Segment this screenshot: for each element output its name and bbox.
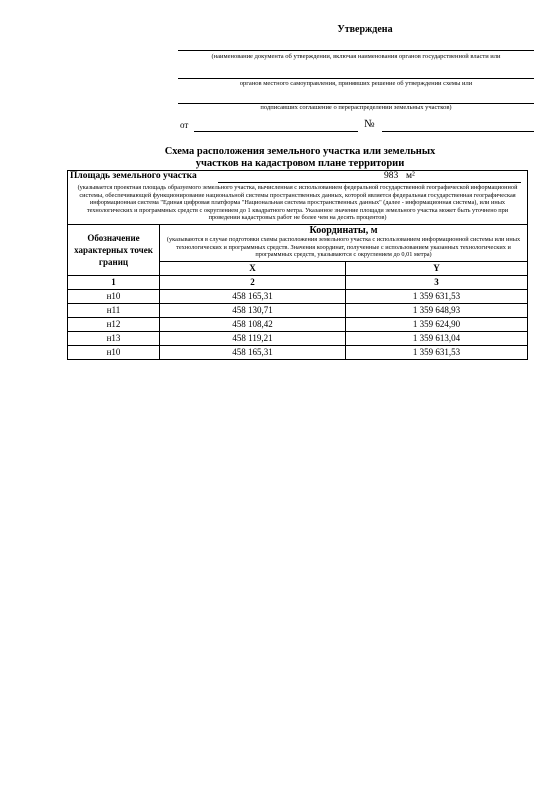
x-value: 458 130,71 bbox=[160, 303, 346, 317]
table-row bbox=[68, 345, 528, 359]
x-value: 458 108,42 bbox=[160, 317, 346, 331]
x-value: 458 165,31 bbox=[160, 289, 346, 303]
x-value: 458 165,31 bbox=[160, 345, 346, 359]
approval-line-2 bbox=[178, 78, 534, 79]
title-line-1: Схема расположения земельного участка или земельных bbox=[164, 146, 436, 157]
area-unit: м² bbox=[406, 171, 415, 181]
table-row bbox=[68, 289, 528, 303]
coords-header-row bbox=[68, 224, 528, 261]
y-value: 1 359 613,04 bbox=[346, 331, 528, 345]
x-header: X bbox=[160, 261, 346, 275]
y-value: 1 359 648,93 bbox=[346, 303, 528, 317]
y-value: 1 359 624,90 bbox=[346, 317, 528, 331]
approval-note-1: (наименование документа об утверждении, включая наименования органов государственной власти или bbox=[211, 53, 501, 60]
area-underline bbox=[218, 182, 521, 183]
area-value: 983 bbox=[384, 171, 399, 181]
col-num-2: 2 bbox=[160, 275, 346, 289]
col-num-1: 1 bbox=[68, 275, 160, 289]
area-cell bbox=[68, 171, 528, 225]
coords-title: Координаты, м bbox=[309, 224, 378, 236]
number-label: № bbox=[364, 118, 375, 130]
x-value: 458 119,21 bbox=[160, 331, 346, 345]
coords-header-cell bbox=[160, 224, 528, 261]
approved-heading: Утверждена bbox=[337, 24, 393, 35]
coords-note: (указываются в случае подготовки схемы расположения земельного участка с использованием информационной системы или иных технологических и программных средств. Значения координат, полученные с использованием указанных технологических и программных средств, указываются с округлением до 0,01 метра) bbox=[166, 235, 521, 259]
table-row bbox=[68, 331, 528, 345]
col-num-3: 3 bbox=[346, 275, 528, 289]
scheme-table bbox=[67, 170, 528, 360]
table-row bbox=[68, 317, 528, 331]
area-note: (указывается проектная площадь образуемого земельного участка, вычисленная с использованием федеральной государственной географической информационной системы, обеспечивающей функционирование национальной системы пространственных данных, которой является федеральная государственная географическая информационная система "Единая цифровая платформа "Национальная система пространственных данных" (далее - информационная система), или иных технологических и программных средств с округлением до 1 квадратного метра. Указанное значение площади земельного участка может быть уточнено при проведении кадастровых работ не более чем на десять процентов) bbox=[77, 184, 518, 222]
point-name: н13 bbox=[68, 331, 160, 345]
area-row bbox=[68, 171, 528, 225]
point-name: н12 bbox=[68, 317, 160, 331]
y-value: 1 359 631,53 bbox=[346, 289, 528, 303]
approval-line-1 bbox=[178, 50, 534, 51]
title-line-2: участков на кадастровом плане территории bbox=[195, 158, 405, 169]
date-from-label: от bbox=[180, 120, 189, 130]
number-line bbox=[382, 131, 534, 132]
area-label: Площадь земельного участка bbox=[70, 171, 197, 181]
date-line bbox=[194, 131, 358, 132]
table-row bbox=[68, 303, 528, 317]
approval-note-2: органов местного самоуправления, принявших решение об утверждении схемы или bbox=[239, 80, 473, 87]
points-header: Обозначение характерных точек границ bbox=[68, 224, 160, 275]
point-name: н11 bbox=[68, 303, 160, 317]
point-name: н10 bbox=[68, 345, 160, 359]
point-name: н10 bbox=[68, 289, 160, 303]
document-title bbox=[100, 146, 500, 170]
column-number-row bbox=[68, 275, 528, 289]
approval-note-3: подписавших соглашение о перераспределении земельных участков) bbox=[260, 104, 452, 111]
y-value: 1 359 631,53 bbox=[346, 345, 528, 359]
y-header: Y bbox=[346, 261, 528, 275]
